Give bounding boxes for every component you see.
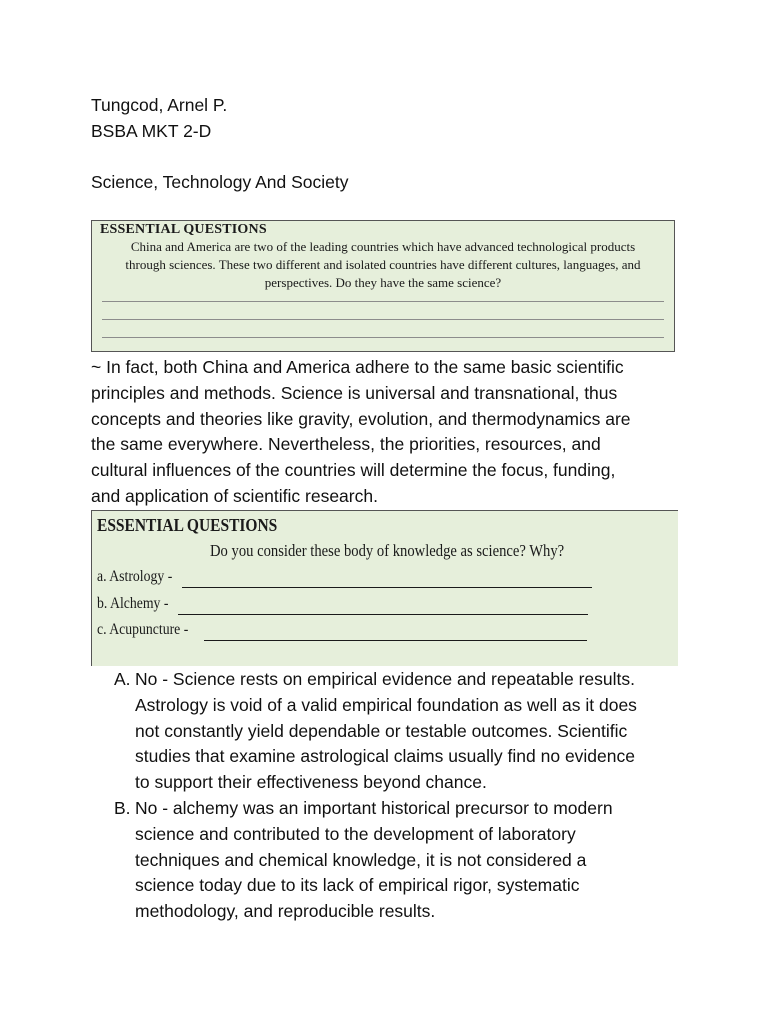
course-section: BSBA MKT 2-D xyxy=(91,121,212,141)
list-item xyxy=(91,796,691,925)
answer-blank-line xyxy=(102,337,664,338)
paragraph-line: principles and methods. Science is universal and transnational, thus xyxy=(91,382,618,403)
answer-paragraph-1 xyxy=(91,355,691,510)
answers-list xyxy=(91,667,691,925)
paragraph-line: and application of scientific research. xyxy=(91,485,378,506)
box1-question-line: through sciences. These two different and isolated countries have different cultures, languages, and xyxy=(125,257,641,272)
list-item-line: No - alchemy was an important historical precursor to modern xyxy=(135,797,613,818)
paragraph-line: ~ In fact, both China and America adhere to the same basic scientific xyxy=(91,357,624,377)
option-alchemy: b. Alchemy - xyxy=(97,595,169,612)
essential-questions-box-1 xyxy=(91,220,675,352)
box1-question-line: China and America are two of the leading countries which have advanced technological products xyxy=(130,239,636,254)
box1-question-line: perspectives. Do they have the same science? xyxy=(264,275,502,290)
list-item-line: to support their effectiveness beyond chance. xyxy=(135,772,487,793)
list-item-line: methodology, and reproducible results. xyxy=(135,901,436,922)
acupuncture-blank-line xyxy=(204,640,587,641)
box1-question xyxy=(98,238,668,292)
list-item xyxy=(91,667,691,796)
box2-title: ESSENTIAL QUESTIONS xyxy=(97,515,278,535)
subject-title: Science, Technology And Society xyxy=(91,172,349,192)
option-acupuncture: c. Acupuncture - xyxy=(97,621,189,638)
essential-questions-box-2 xyxy=(91,510,678,666)
option-astrology: a. Astrology - xyxy=(97,568,173,585)
box1-title: ESSENTIAL QUESTIONS xyxy=(100,222,267,237)
astrology-blank-line xyxy=(182,587,592,588)
box2-question: Do you consider these body of knowledge as science? Why? xyxy=(210,541,565,560)
list-marker: A. xyxy=(114,669,131,689)
answer-blank-line xyxy=(102,319,664,320)
alchemy-blank-line xyxy=(178,614,588,615)
list-item-line: studies that examine astrological claims usually find no evidence xyxy=(135,746,635,767)
list-item-line: Astrology is void of a valid empirical foundation as well as it does xyxy=(135,694,637,715)
student-name: Tungcod, Arnel P. xyxy=(91,95,228,115)
list-item-line: No - Science rests on empirical evidence and repeatable results. xyxy=(135,669,635,689)
list-item-line: science today due to its lack of empirical rigor, systematic xyxy=(135,875,580,896)
paragraph-line: concepts and theories like gravity, evolution, and thermodynamics are xyxy=(91,408,631,429)
list-item-line: science and contributed to the development of laboratory xyxy=(135,823,576,844)
list-item-line: techniques and chemical knowledge, it is not considered a xyxy=(135,849,587,870)
paragraph-line: the same everywhere. Nevertheless, the priorities, resources, and xyxy=(91,434,601,455)
list-marker: B. xyxy=(114,797,131,818)
paragraph-line: cultural influences of the countries will determine the focus, funding, xyxy=(91,460,616,481)
list-item-line: not constantly yield dependable or testable outcomes. Scientific xyxy=(135,720,628,741)
answer-blank-line xyxy=(102,301,664,302)
